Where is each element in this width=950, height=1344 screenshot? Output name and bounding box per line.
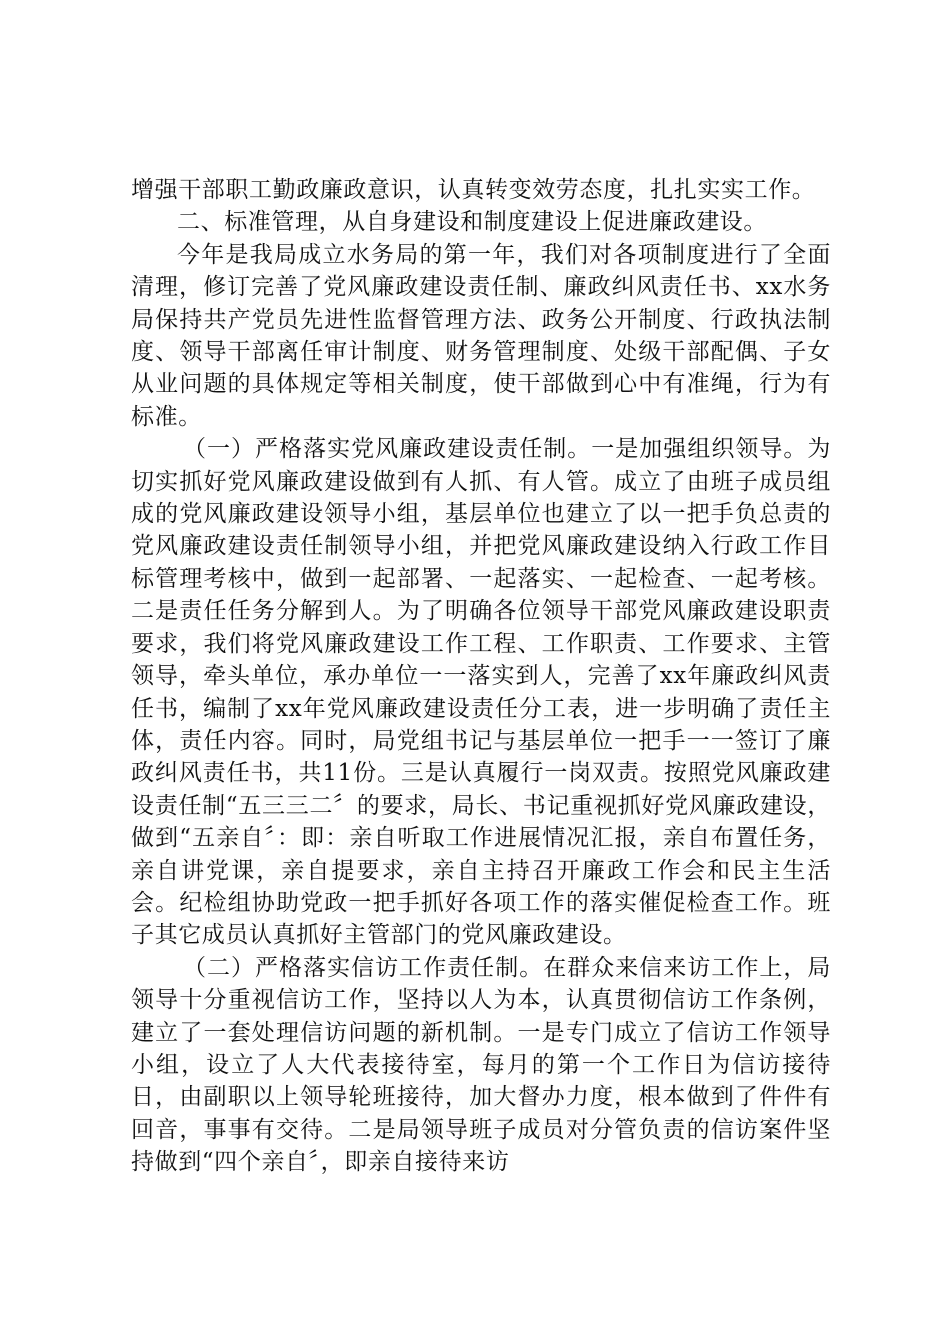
paragraph-continuation: 增强干部职工勤政廉政意识，认真转变效劳态度，扎扎实实工作。 — [131, 177, 816, 203]
paragraph-regulations: 今年是我局成立水务局的第一年，我们对各项制度进行了全面清理，修订完善了党风廉政建设责任制、廉政纠风责任书、xx水务局保持共产党员先进性监督管理方法、政务公开制度、行政执法制度、领导干部离任审计制度、财务管理制度、处级干部配偶、子女从业问题的具体规定等相关制度，使干部做到心中有准绳，行为有标准。 — [131, 241, 831, 430]
document-body — [131, 174, 831, 1179]
paragraph-petition-system: （二）严格落实信访工作责任制。在群众来信来访工作上，局领导十分重视信访工作，坚持以人为本，认真贯彻信访工作条例，建立了一套处理信访问题的新机制。一是专门成立了信访工作领导小组，设立了人大代表接待室，每月的第一个工作日为信访接待日，由副职以上领导轮班接待，加大督办力度，根本做到了件件有回音，事事有交待。二是局领导班子成员对分管负责的信访案件坚持做到“四个亲自〞，即亲自接待来访 — [131, 954, 831, 1176]
paragraph-responsibility-system: （一）严格落实党风廉政建设责任制。一是加强组织领导。为切实抓好党风廉政建设做到有人抓、有人管。成立了由班子成员组成的党风廉政建设领导小组，基层单位也建立了以一把手负总责的党风廉政建设责任制领导小组，并把党风廉政建设纳入行政工作目标管理考核中，做到一起部署、一起落实、一起检查、一起考核。二是责任任务分解到人。为了明确各位领导干部党风廉政建设职责要求，我们将党风廉政建设工作工程、工作职责、工作要求、主管领导，牵头单位，承办单位一一落实到人，完善了xx年廉政纠风责任书，编制了xx年党风廉政建设责任分工表，进一步明确了责任主体，责任内容。同时，局党组书记与基层单位一把手一一签订了廉政纠风责任书，共11份。三是认真履行一岗双责。按照党风廉政建设责任制“五三三二〞的要求，局长、书记重视抓好党风廉政建设，做到“五亲自〞：即：亲自听取工作进展情况汇报，亲自布置任务，亲自讲党课，亲自提要求，亲自主持召开廉政工作会和民主生活会。纪检组协助党政一把手抓好各项工作的落实催促检查工作。班子其它成员认真抓好主管部门的党风廉政建设。 — [131, 436, 831, 949]
section-heading-2: 二、标准管理，从自身建设和制度建设上促进廉政建设。 — [177, 209, 767, 236]
